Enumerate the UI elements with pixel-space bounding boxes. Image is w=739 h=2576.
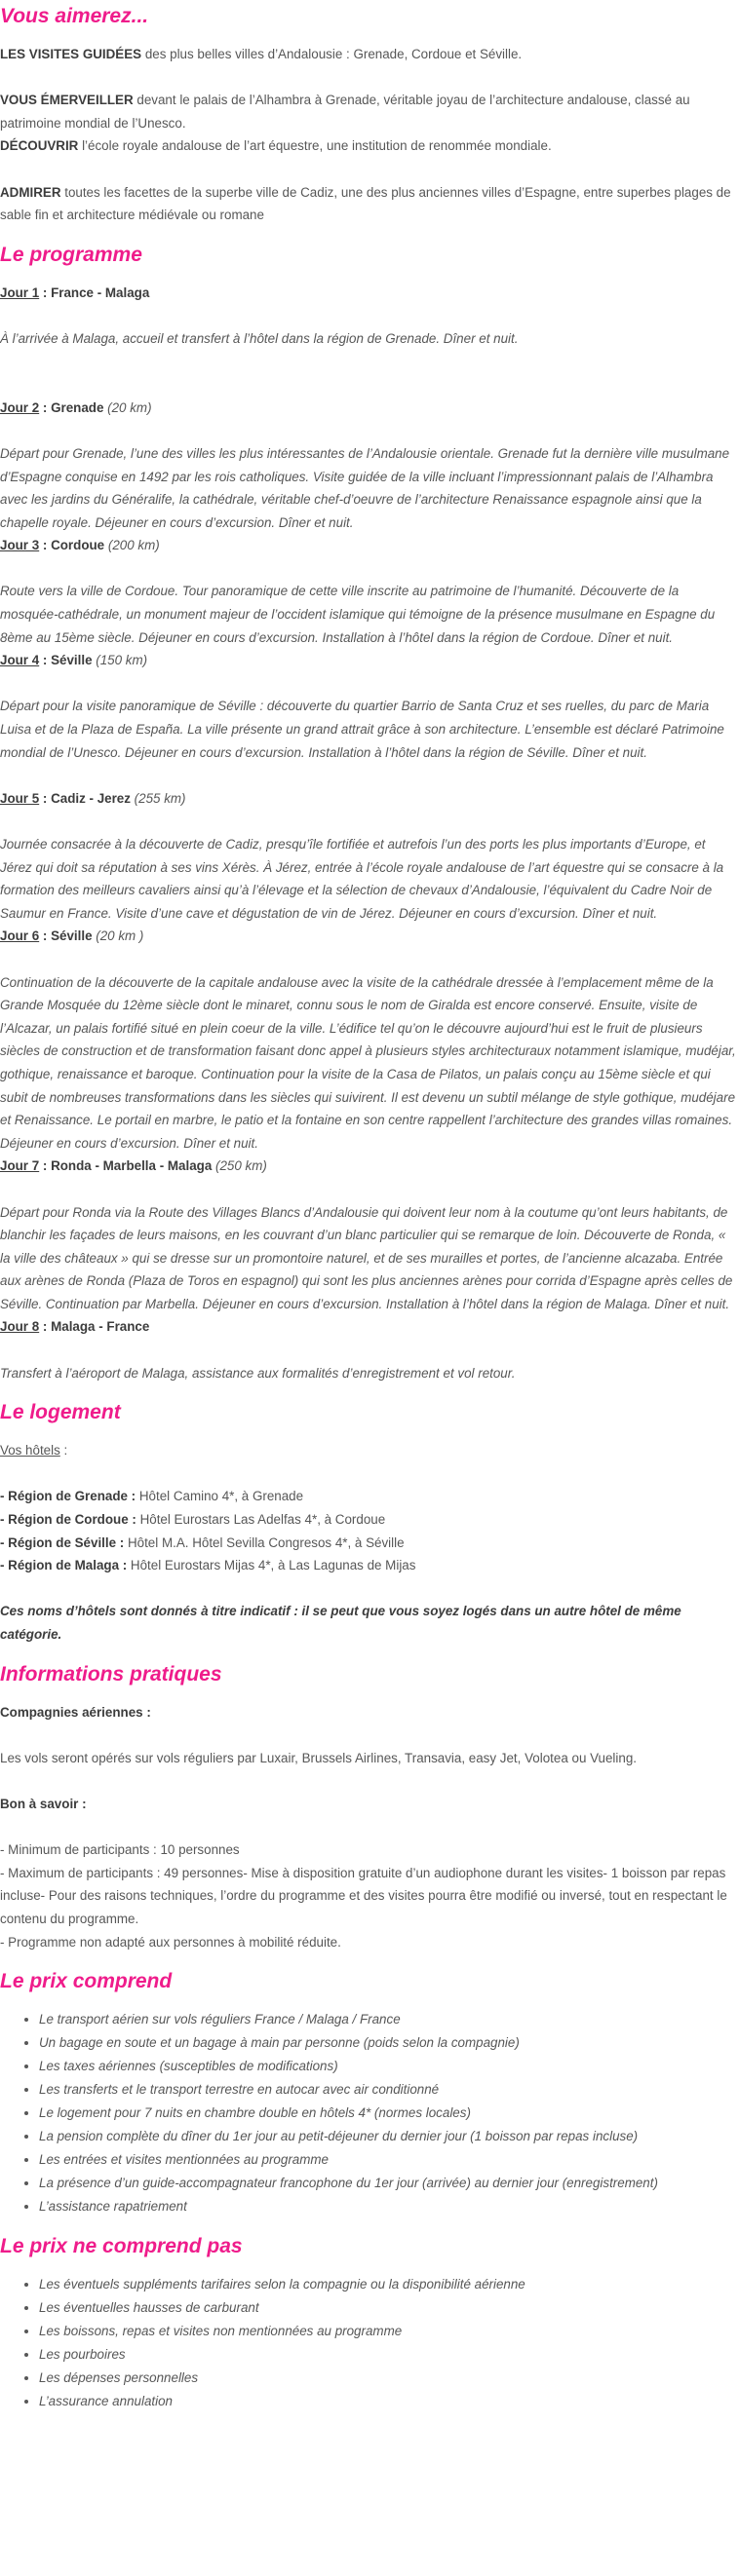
ne-comprend-section (0, 2230, 737, 2413)
day-text: Départ pour Ronda via la Route des Villages Blancs d’Andalousie qui doivent leur nom à la coutume qu’ont leurs habitants, de blanchir les façades de leurs maisons, en les couvrant d’un blanc particulier qui se remarque de loin. Découverte de Ronda, « la ville des châteaux » qui se dresse sur un promontoire naturel, et de ses murailles et portes, de l’ancienne alcazaba. Entrée aux arènes de Ronda (Plaza de Toros en espagnol) qui sont les plus anciennes arènes pour corrida d’Espagne après celles de Séville. Continuation par Marbella. Déjeuner en cours d’excursion. Installation à l’hôtel dans la région de Malaga. Dîner et nuit. (0, 1204, 733, 1311)
day-heading: Jour 6 : Séville (20 km ) (0, 928, 144, 944)
list-item: • Les boissons, repas et visites non mentionnées au programme (39, 2320, 737, 2343)
list-item: • Les pourboires (39, 2343, 737, 2367)
day-heading: Jour 2 : Grenade (20 km) (0, 399, 152, 415)
programme-title: Le programme (0, 243, 142, 266)
day-heading: Jour 4 : Séville (150 km) (0, 653, 148, 668)
list-item: • Le logement pour 7 nuits en chambre double en hôtels 4* (normes locales) (39, 2102, 737, 2125)
hotel-item: - Région de Grenade : Hôtel Camino 4*, à Grenade (0, 1489, 304, 1504)
bon-label: Bon à savoir : (0, 1796, 87, 1811)
hotel-item: - Région de Malaga : Hôtel Eurostars Mijas 4*, à Las Lagunas de Mijas (0, 1558, 416, 1573)
day-text: Continuation de la découverte de la capitale andalouse avec la visite de la cathédrale dressée à l’emplacement même de la Grande Mosquée du 12ème siècle dont le minaret, connu sous le nom de Giralda est encore conservé. Ensuite, visite de l’Alcazar, un palais fortifié situé en plein coeur de la ville. L’édifice tel qu’on le découvre aujourd’hui est le fruit de plusieurs siècles de construction et de transformation faisant donc appel à plusieurs styles architecturaux notamment islamique, mudéjar, gothique, renaissance et baroque. Continuation pour la visite de la Casa de Pilatos, un palais conçu au 15ème siècle et qui subit de nombreuses transformations dans les siècles qui suivirent. Il est devenu un subtil mélange de style gothique, mudéjare et Renaissance. Le portail en marbre, le patio et la fontaine en son centre rappellent l’architecture des grandes villas romaines. Déjeuner en cours d’excursion. Dîner et nuit. (0, 974, 736, 1151)
list-item: • Le transport aérien sur vols réguliers France / Malaga / France (39, 2008, 737, 2031)
compagnies-label: Compagnies aériennes : (0, 1704, 151, 1720)
intro-decouvrir: DÉCOUVRIR l’école royale andalouse de l’art équestre, une institution de renommée mondiale. (0, 138, 552, 154)
list-item: • Les entrées et visites mentionnées au programme (39, 2148, 737, 2172)
day-heading: Jour 1 : France - Malaga (0, 284, 150, 300)
hotels-label: Vos hôtels : (0, 1443, 68, 1458)
hotel-item: - Région de Cordoue : Hôtel Eurostars Las Adelfas 4*, à Cordoue (0, 1512, 386, 1528)
list-item: • La présence d’un guide-accompagnateur francophone du 1er jour (arrivée) au dernier jour (enregistrement) (39, 2172, 737, 2195)
intro-section (0, 0, 737, 227)
infos-section (0, 1658, 737, 1954)
day-heading: Jour 3 : Cordoue (200 km) (0, 538, 160, 553)
list-item: • L’assurance annulation (39, 2390, 737, 2413)
bon-line: - Minimum de participants : 10 personnes (0, 1842, 240, 1858)
intro-admirer: ADMIRER toutes les facettes de la superbe ville de Cadiz, une des plus anciennes villes d’Espagne, entre superbes plages de sable fin et architecture médiévale ou romane (0, 184, 731, 223)
hotel-item: - Région de Séville : Hôtel M.A. Hôtel Sevilla Congresos 4*, à Séville (0, 1534, 405, 1550)
infos-title: Informations pratiques (0, 1662, 222, 1686)
list-item: • L’assistance rapatriement (39, 2195, 737, 2218)
list-item: • Les taxes aériennes (susceptibles de modifications) (39, 2055, 737, 2078)
hotels-note: Ces noms d’hôtels sont donnés à titre indicatif : il se peut que vous soyez logés dans un autre hôtel de même catégorie. (0, 1604, 681, 1642)
ne-comprend-list (0, 2273, 737, 2413)
day-text: Transfert à l’aéroport de Malaga, assistance aux formalités d’enregistrement et vol retour. (0, 1365, 516, 1381)
day-text: Route vers la ville de Cordoue. Tour panoramique de cette ville inscrite au patrimoine de l’humanité. Découverte de la mosquée-cathédrale, un monument majeur de l’occident islamique qui témoigne de la présence musulmane en Espagne du 8ème au 15ème siècle. Déjeuner en cours d’excursion. Installation à l’hôtel dans la région de Cordoue. Dîner et nuit. (0, 584, 716, 645)
programme-section (0, 239, 737, 1385)
day-text: À l’arrivée à Malaga, accueil et transfert à l’hôtel dans la région de Grenade. Dîner et nuit. (0, 330, 519, 346)
list-item: • Les transferts et le transport terrestre en autocar avec air conditionné (39, 2078, 737, 2102)
list-item: • La pension complète du dîner du 1er jour au petit-déjeuner du dernier jour (1 boisson par repas incluse) (39, 2125, 737, 2148)
compagnies-text: Les vols seront opérés sur vols réguliers par Luxair, Brussels Airlines, Transavia, easy Jet, Volotea ou Vueling. (0, 1750, 638, 1765)
day-text: Départ pour la visite panoramique de Séville : découverte du quartier Barrio de Santa Cruz et ses ruelles, du parc de Maria Luisa et de la Plaza de España. La ville présente un grand attrait grâce à son architecture. L’ensemble est déclaré Patrimoine mondial de l’Unesco. Déjeuner en cours d’excursion. Installation à l’hôtel dans la région de Séville. Dîner et nuit. (0, 699, 724, 760)
list-item: • Les éventuels suppléments tarifaires selon la compagnie ou la disponibilité aérienne (39, 2273, 737, 2296)
intro-title: Vous aimerez... (0, 5, 149, 27)
list-item: • Les éventuelles hausses de carburant (39, 2296, 737, 2320)
comprend-section (0, 1965, 737, 2218)
intro-visites: LES VISITES GUIDÉES des plus belles villes d’Andalousie : Grenade, Cordoue et Séville. (0, 47, 523, 61)
day-text: Départ pour Grenade, l’une des villes les plus intéressantes de l’Andalousie orientale. Grenade fut la dernière ville musulmane d’Espagne conquise en 1492 par les rois catholiques. Visite guidée de la ville incluant l’impressionnant palais de l’Alhambra avec les jardins du Généralife, la cathédrale, véritable chef-d’oeuvre de l’architecture Renaissance espagnole ainsi que la chapelle royale. Déjeuner en cours d’excursion. Dîner et nuit. (0, 445, 730, 530)
logement-section (0, 1396, 737, 1646)
bon-line: - Maximum de participants : 49 personnes- Mise à disposition gratuite d’un audiophone durant les visites- 1 boisson par repas incluse- Pour des raisons techniques, l’ordre du programme et des visites pourra être modifié ou inversé, tout en respectant le contenu du programme. (0, 1865, 727, 1926)
list-item: • Un bagage en soute et un bagage à main par personne (poids selon la compagnie) (39, 2031, 737, 2055)
day-heading: Jour 5 : Cadiz - Jerez (255 km) (0, 790, 186, 806)
day-heading: Jour 8 : Malaga - France (0, 1319, 150, 1335)
bon-line: - Programme non adapté aux personnes à mobilité réduite. (0, 1934, 341, 1950)
day-heading: Jour 7 : Ronda - Marbella - Malaga (250 km) (0, 1158, 267, 1174)
logement-title: Le logement (0, 1401, 121, 1424)
comprend-title: Le prix comprend (0, 1970, 173, 1993)
day-text: Journée consacrée à la découverte de Cadiz, presqu’île fortifiée et autrefois l’un des ports les plus importants d’Europe, et Jérez qui doit sa réputation à ses vins Xérès. À Jérez, entrée à l’école royale andalouse de l’art équestre qui se consacre à la formation des meilleurs cavaliers ainsi qu’à l’élevage et la sélection de chevaux d’Andalousie, l’équivalent du Cadre Noir de Saumur en France. Visite d’une cave et dégustation de vin de Jérez. Déjeuner en cours d’excursion. Dîner et nuit. (0, 837, 724, 921)
comprend-list (0, 2008, 737, 2218)
intro-emerveiller: VOUS ÉMERVEILLER devant le palais de l’Alhambra à Grenade, véritable joyau de l’architecture andalouse, classé au patrimoine mondial de l’Unesco. (0, 93, 690, 131)
list-item: • Les dépenses personnelles (39, 2367, 737, 2390)
ne-comprend-title: Le prix ne comprend pas (0, 2235, 243, 2258)
